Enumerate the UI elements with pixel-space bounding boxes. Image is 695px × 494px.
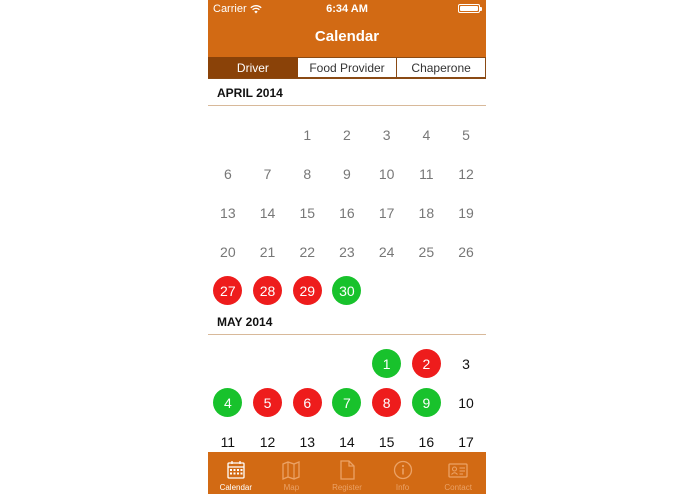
- day-cell[interactable]: [407, 232, 447, 271]
- nav-header: [208, 0, 486, 57]
- day-cell[interactable]: [327, 154, 367, 193]
- day-marker-red: 27: [213, 276, 242, 305]
- calendar-scroll-view[interactable]: [208, 80, 486, 452]
- day-cell[interactable]: [208, 154, 248, 193]
- day-number: 11: [419, 165, 434, 182]
- day-cell[interactable]: [446, 115, 486, 154]
- day-cell[interactable]: [446, 383, 486, 422]
- day-cell[interactable]: [407, 383, 447, 422]
- day-marker-green: 7: [332, 388, 361, 417]
- day-cell[interactable]: [446, 422, 486, 452]
- day-cell[interactable]: [327, 271, 367, 310]
- day-cell[interactable]: [367, 232, 407, 271]
- day-cell[interactable]: [327, 422, 367, 452]
- day-marker-green: 9: [412, 388, 441, 417]
- day-cell[interactable]: [248, 193, 288, 232]
- day-number: 20: [220, 243, 236, 260]
- tab-calendar[interactable]: [208, 452, 264, 494]
- day-cell[interactable]: [287, 232, 327, 271]
- status-time: 6:34 AM: [326, 3, 368, 15]
- map-icon: [280, 459, 302, 481]
- day-number: 2: [343, 126, 351, 143]
- day-number: 9: [343, 165, 351, 182]
- contact-card-icon: [447, 459, 469, 481]
- day-cell[interactable]: [287, 271, 327, 310]
- day-cell[interactable]: [208, 271, 248, 310]
- day-cell[interactable]: [407, 193, 447, 232]
- day-number: 19: [458, 204, 474, 221]
- day-number: 12: [458, 165, 474, 182]
- day-number: 15: [299, 204, 316, 221]
- day-number: 10: [458, 394, 474, 411]
- day-cell[interactable]: [208, 193, 248, 232]
- day-number: 5: [462, 126, 470, 143]
- day-cell[interactable]: [248, 154, 288, 193]
- day-marker-red: 5: [253, 388, 282, 417]
- day-cell[interactable]: [407, 344, 447, 383]
- day-number: 18: [418, 204, 435, 221]
- day-cell[interactable]: [248, 422, 288, 452]
- day-cell[interactable]: [208, 232, 248, 271]
- day-number: 24: [378, 243, 395, 260]
- day-cell[interactable]: [446, 344, 486, 383]
- calendar-icon: [225, 459, 247, 481]
- tab-label: Register: [332, 483, 362, 492]
- tab-contact[interactable]: [430, 452, 486, 494]
- day-number: 25: [418, 243, 435, 260]
- tab-register[interactable]: [319, 452, 375, 494]
- day-number: 13: [299, 433, 316, 450]
- day-cell[interactable]: [287, 193, 327, 232]
- day-cell[interactable]: [407, 154, 447, 193]
- day-cell[interactable]: [367, 115, 407, 154]
- day-number: 1: [303, 126, 312, 143]
- day-marker-red: 6: [293, 388, 322, 417]
- month-divider: [208, 334, 486, 335]
- day-number: 10: [378, 165, 395, 182]
- month-divider: [208, 105, 486, 106]
- info-icon: [392, 459, 414, 481]
- segment-food-provider[interactable]: Food Provider: [298, 57, 397, 78]
- day-cell[interactable]: [446, 232, 486, 271]
- month-title: MAY 2014: [217, 315, 273, 329]
- day-number: 6: [223, 165, 232, 182]
- day-number: 23: [339, 243, 355, 260]
- day-number: 8: [303, 165, 312, 182]
- battery-icon: [458, 4, 480, 13]
- day-cell[interactable]: [367, 422, 407, 452]
- day-number: 17: [378, 204, 395, 221]
- day-number: 16: [418, 433, 435, 450]
- day-marker-red: 29: [293, 276, 322, 305]
- day-number: 14: [259, 204, 276, 221]
- day-number: 3: [382, 126, 391, 143]
- day-cell[interactable]: [446, 154, 486, 193]
- day-cell[interactable]: [208, 383, 248, 422]
- day-number: 7: [263, 165, 272, 182]
- day-marker-red: 28: [253, 276, 282, 305]
- document-icon: [336, 459, 358, 481]
- day-number: 11: [220, 433, 236, 450]
- tab-label: Map: [283, 483, 300, 492]
- day-marker-red: 2: [412, 349, 441, 378]
- day-number: 17: [458, 433, 474, 450]
- day-number: 4: [422, 126, 431, 143]
- tab-label: Contact: [444, 483, 472, 492]
- day-number: 14: [339, 433, 355, 450]
- day-number: 21: [259, 243, 276, 260]
- segment-chaperone[interactable]: Chaperone: [397, 57, 486, 78]
- day-cell[interactable]: [407, 115, 447, 154]
- tab-bar: [208, 452, 486, 494]
- day-cell[interactable]: [367, 344, 407, 383]
- day-cell[interactable]: [248, 232, 288, 271]
- day-cell[interactable]: [248, 271, 288, 310]
- day-cell[interactable]: [367, 383, 407, 422]
- day-cell[interactable]: [367, 154, 407, 193]
- day-cell[interactable]: [287, 115, 327, 154]
- day-marker-green: 1: [372, 349, 401, 378]
- day-number: 26: [458, 243, 474, 260]
- day-number: 13: [220, 204, 236, 221]
- day-marker-green: 30: [332, 276, 361, 305]
- day-cell[interactable]: [327, 383, 367, 422]
- month-title: APRIL 2014: [217, 86, 283, 100]
- tab-map[interactable]: [264, 452, 320, 494]
- carrier-label: Carrier: [213, 3, 247, 15]
- day-cell[interactable]: [327, 232, 367, 271]
- day-cell[interactable]: [287, 383, 327, 422]
- role-segmented-control: [208, 57, 486, 79]
- day-number: 15: [378, 433, 395, 450]
- day-cell[interactable]: [287, 422, 327, 452]
- day-cell[interactable]: [287, 154, 327, 193]
- day-marker-green: 4: [213, 388, 242, 417]
- day-number: 12: [259, 433, 276, 450]
- app-screen: [208, 0, 486, 494]
- day-marker-red: 8: [372, 388, 401, 417]
- day-cell[interactable]: [327, 193, 367, 232]
- page-title: Calendar: [314, 28, 380, 45]
- day-cell[interactable]: [407, 422, 447, 452]
- day-number: 22: [299, 243, 316, 260]
- day-cell[interactable]: [446, 193, 486, 232]
- day-cell[interactable]: [248, 383, 288, 422]
- status-bar: [208, 0, 486, 18]
- day-cell[interactable]: [327, 115, 367, 154]
- day-number: 16: [339, 204, 355, 221]
- day-cell[interactable]: [208, 422, 248, 452]
- day-cell[interactable]: [367, 193, 407, 232]
- tab-label: Calendar: [219, 483, 253, 492]
- tab-info[interactable]: [375, 452, 431, 494]
- tab-label: Info: [395, 483, 410, 492]
- segment-driver[interactable]: Driver: [208, 57, 298, 78]
- day-number: 3: [462, 355, 470, 372]
